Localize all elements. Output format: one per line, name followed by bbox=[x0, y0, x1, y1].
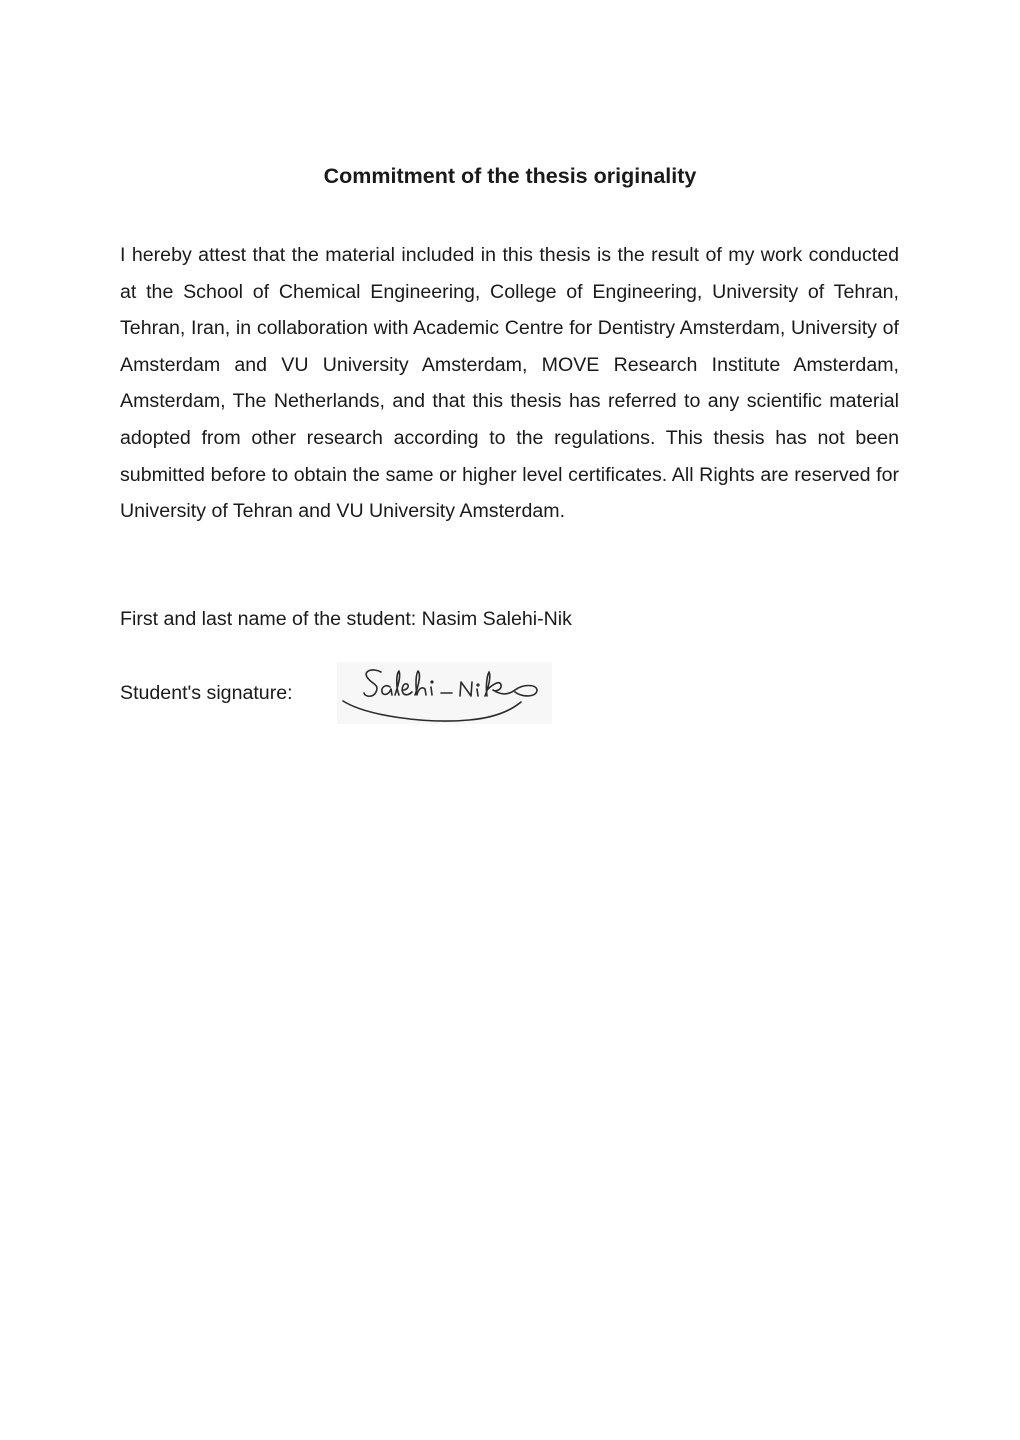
student-name-line: First and last name of the student: Nasim Salehi-Nik bbox=[120, 608, 572, 630]
signature-label: Student's signature: bbox=[120, 682, 293, 704]
page-title: Commitment of the thesis originality bbox=[323, 164, 697, 188]
attestation-paragraph: I hereby attest that the material included in this thesis is the result of my work conducted at the School of Chemical Engineering, College of Engineering, University of Tehran, Tehran, Iran, in collaboration with Academic Centre for Dentistry Amsterdam, University of Amsterdam and VU University Amsterdam, MOVE Research Institute Amsterdam, Amsterdam, The Netherlands, and that this thesis has referred to any scientific material adopted from other research according to the regulations. This thesis has not been submitted before to obtain the same or higher level certificates. All Rights are reserved for University of Tehran and VU University Amsterdam. bbox=[120, 244, 899, 523]
handwritten-signature bbox=[337, 662, 552, 724]
